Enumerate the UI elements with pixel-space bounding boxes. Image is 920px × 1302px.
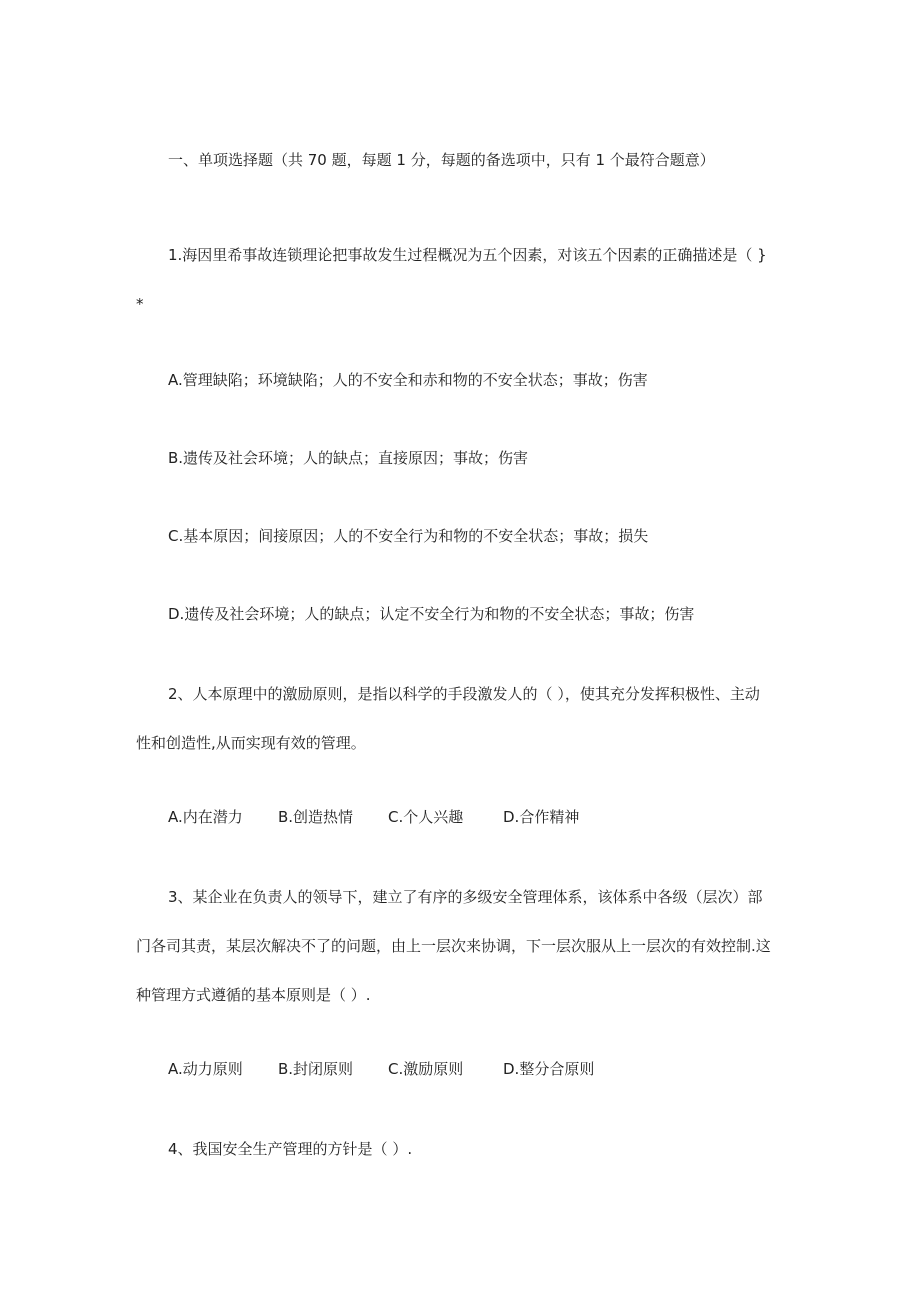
question-2-option-b: B.创造热情 <box>278 808 354 826</box>
question-4-line-1: 4、我国安全生产管理的方针是（ ）. <box>168 1140 413 1158</box>
question-2-line-2: 性和创造性,从而实现有效的管理。 <box>136 734 366 752</box>
question-1-option-c: C.基本原因；间接原因；人的不安全行为和物的不安全状态；事故；损失 <box>168 527 649 545</box>
question-1-line-2: * <box>136 295 144 313</box>
question-2-option-d: D.合作精神 <box>503 808 580 826</box>
question-1-line-1: 1.海因里希事故连锁理论把事故发生过程概况为五个因素，对该五个因素的正确描述是（ } <box>168 246 767 264</box>
section-heading: 一、单项选择题（共 70 题，每题 1 分，每题的备选项中，只有 1 个最符合题意） <box>168 151 715 169</box>
question-3-option-b: B.封闭原则 <box>278 1060 354 1078</box>
question-3-line-2: 门各司其责，某层次解决不了的问题，由上一层次来协调，下一层次服从上一层次的有效控制.这 <box>136 937 771 955</box>
question-3-option-c: C.激励原则 <box>388 1060 464 1078</box>
question-1-option-a: A.管理缺陷；环境缺陷；人的不安全和赤和物的不安全状态；事故；伤害 <box>168 371 648 389</box>
question-3-line-3: 种管理方式遵循的基本原则是（ ）. <box>136 986 371 1004</box>
question-3-option-d: D.整分合原则 <box>503 1060 595 1078</box>
question-3-line-1: 3、某企业在负责人的领导下，建立了有序的多级安全管理体系，该体系中各级（层次）部 <box>168 888 763 906</box>
question-1-option-b: B.遗传及社会环境；人的缺点；直接原因；事故；伤害 <box>168 449 529 467</box>
question-3-option-a: A.动力原则 <box>168 1060 243 1078</box>
question-2-line-1: 2、人本原理中的激励原则，是指以科学的手段激发人的（ ），使其充分发挥积极性、主动 <box>168 685 760 703</box>
question-2-option-c: C.个人兴趣 <box>388 808 464 826</box>
question-1-option-d: D.遗传及社会环境；人的缺点；认定不安全行为和物的不安全状态；事故；伤害 <box>168 605 695 623</box>
question-2-option-a: A.内在潜力 <box>168 808 243 826</box>
